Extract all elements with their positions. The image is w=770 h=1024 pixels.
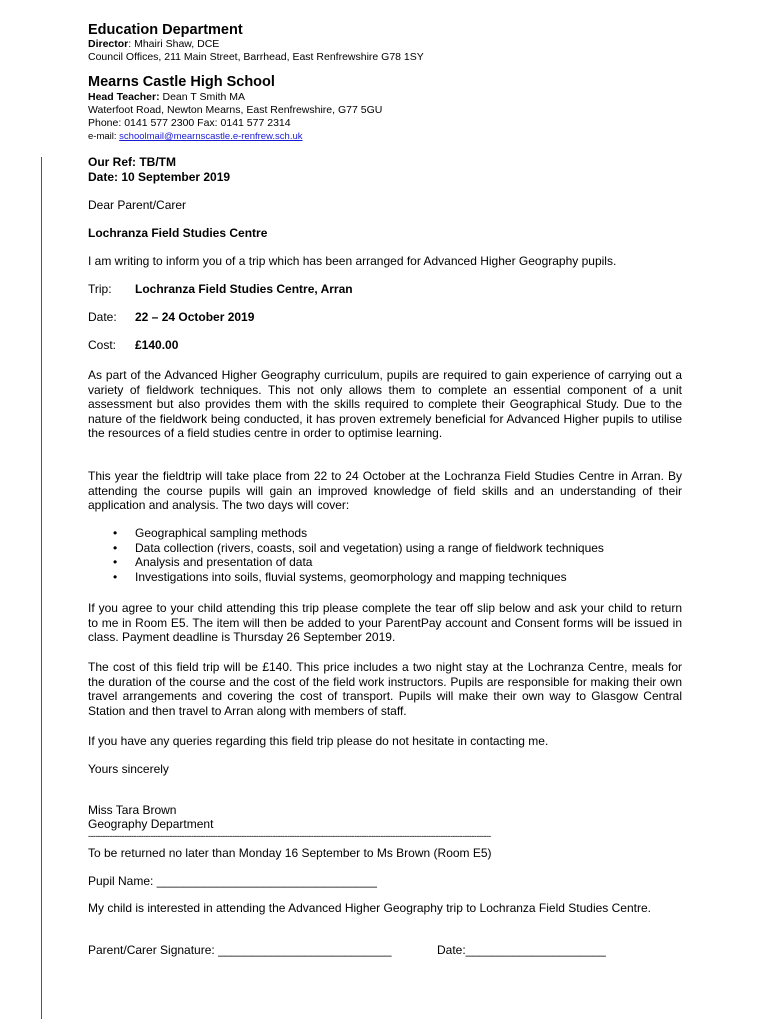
date-value: 22 – 24 October 2019	[135, 310, 255, 324]
email-line	[88, 131, 303, 142]
our-ref: Our Ref: TB/TM	[88, 155, 176, 169]
email-link[interactable]: schoolmail@mearnscastle.e-renfrew.sch.uk	[119, 131, 303, 142]
head-teacher-label: Head Teacher:	[88, 91, 160, 103]
topics-list	[88, 526, 682, 584]
head-teacher-value: Dean T Smith MA	[159, 91, 245, 103]
list-item: • Geographical sampling methods	[88, 526, 682, 541]
council-address: Council Offices, 211 Main Street, Barrhead, East Renfrewshire G78 1SY	[88, 51, 424, 63]
trip-value: Lochranza Field Studies Centre, Arran	[135, 282, 353, 296]
return-note: To be returned no later than Monday 16 September to Ms Brown (Room E5)	[88, 846, 492, 860]
trip-label: Trip:	[88, 282, 112, 296]
letter-date: Date: 10 September 2019	[88, 170, 231, 184]
date-field: Date:_____________________	[437, 943, 606, 957]
school-address: Waterfoot Road, Newton Mearns, East Renfrewshire, G77 5GU	[88, 104, 383, 116]
paragraph-fieldtrip: This year the fieldtrip will take place from 22 to 24 October at the Lochranza Field Studies Centre in Arran. By attending the course pupils will gain an improved knowledge of field skills and an understanding of their application and analysis. The two days will cover:	[88, 469, 682, 513]
tear-off-divider: ------------------------------------------------------------------------------------------------------------------------------------------------------------------------	[88, 831, 491, 841]
director-line	[88, 38, 219, 51]
pupil-name-field: Pupil Name: _________________________________	[88, 874, 377, 888]
cost-label: Cost:	[88, 338, 117, 352]
director-label: Director	[88, 38, 129, 50]
subject-heading: Lochranza Field Studies Centre	[88, 226, 268, 240]
paragraph-cost: The cost of this field trip will be £140. This price includes a two night stay at the Lochranza Centre, meals for the duration of the course and the cost of the field work instructors. Pupils are responsible for making their own travel arrangements and covering the cost of transport. Pupils will make their own way to Glasgow Central Station and then travel to Arran along with members of staff.	[88, 660, 682, 718]
consent-statement: My child is interested in attending the Advanced Higher Geography trip to Lochranza Field Studies Centre.	[88, 901, 651, 915]
signatory-department: Geography Department	[88, 817, 214, 831]
department-heading: Education Department	[88, 22, 243, 38]
margin-rule	[41, 157, 42, 1019]
paragraph-curriculum: As part of the Advanced Higher Geography curriculum, pupils are required to gain experience of carrying out a variety of fieldwork techniques. This not only allows them to complete an essential component of a unit assessment but also provides them with the skills required to complete their Geographical Study. Due to the nature of the fieldwork being conducted, it has proven extremely beneficial for Advanced Higher pupils to utilise the resources of a field studies centre in order to optimise learning.	[88, 368, 682, 441]
list-item: • Data collection (rivers, coasts, soil and vegetation) using a range of fieldwork techniques	[88, 541, 682, 556]
signature-field: Parent/Carer Signature: __________________________	[88, 943, 392, 957]
head-teacher-line	[88, 91, 245, 104]
paragraph-agreement: If you agree to your child attending this trip please complete the tear off slip below and ask your child to return to me in Room E5. The item will then be added to your ParentPay account and Consent forms will be issued in class. Payment deadline is Thursday 26 September 2019.	[88, 601, 682, 645]
signatory-name: Miss Tara Brown	[88, 803, 177, 817]
intro-text: I am writing to inform you of a trip which has been arranged for Advanced Higher Geography pupils.	[88, 254, 617, 268]
school-name: Mearns Castle High School	[88, 74, 275, 90]
email-label: e-mail:	[88, 131, 120, 142]
cost-value: £140.00	[135, 338, 179, 352]
paragraph-queries: If you have any queries regarding this field trip please do not hesitate in contacting me.	[88, 734, 549, 748]
director-value: : Mhairi Shaw, DCE	[128, 38, 220, 50]
list-item: • Analysis and presentation of data	[88, 555, 682, 570]
salutation: Dear Parent/Carer	[88, 198, 187, 212]
phone-fax: Phone: 0141 577 2300 Fax: 0141 577 2314	[88, 117, 291, 129]
list-item: • Investigations into soils, fluvial systems, geomorphology and mapping techniques	[88, 570, 682, 585]
date-label: Date:	[88, 310, 117, 324]
closing: Yours sincerely	[88, 762, 169, 776]
